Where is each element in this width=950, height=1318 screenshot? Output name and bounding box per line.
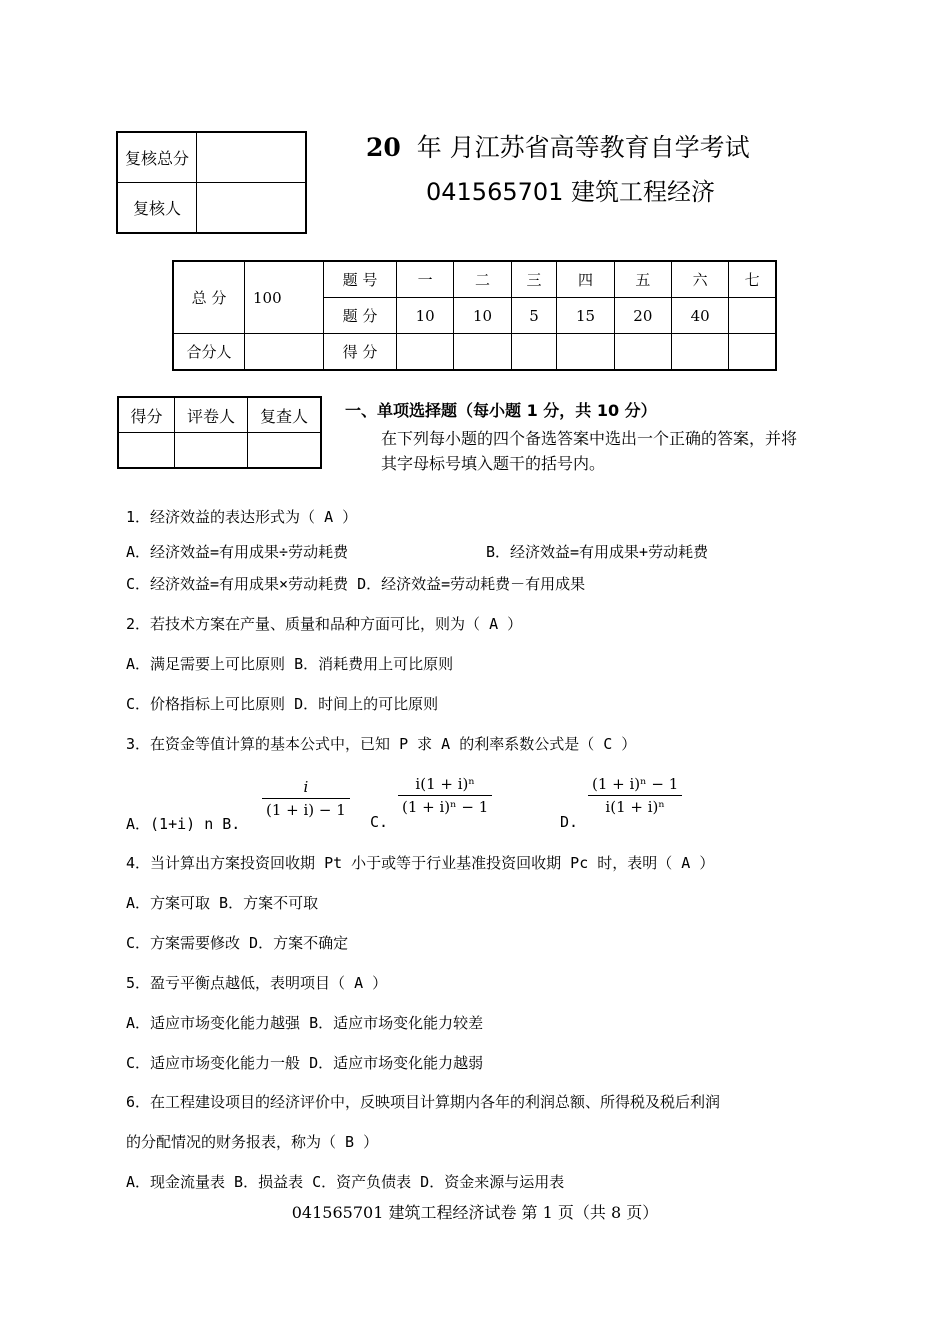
formula-b bbox=[262, 778, 350, 819]
question-4: 4．当计算出方案投资回收期 Pt 小于或等于行业基准投资回收期 Pc 时，表明（ A ） bbox=[126, 854, 715, 872]
qscore-3: 5 bbox=[511, 298, 557, 334]
got-cell bbox=[511, 334, 557, 371]
question-5-options-ab: A．适应市场变化能力越强 B．适应市场变化能力较差 bbox=[126, 1014, 484, 1032]
qscore-1: 10 bbox=[397, 298, 454, 334]
question-1: 1．经济效益的表达形式为（ A ） bbox=[126, 508, 358, 526]
qnum-5: 五 bbox=[614, 261, 671, 298]
qnum-6: 六 bbox=[672, 261, 729, 298]
review-total-label: 复核总分 bbox=[117, 132, 197, 183]
got-cell bbox=[729, 334, 776, 371]
formula-b-denominator: (1 + i) − 1 bbox=[266, 801, 346, 819]
score-table bbox=[172, 260, 777, 371]
question-6-line-1: 6．在工程建设项目的经济评价中，反映项目计算期内各年的利润总额、所得税及税后利润 bbox=[126, 1093, 721, 1111]
question-1-option-b: B．经济效益=有用成果+劳动耗费 bbox=[486, 543, 709, 561]
qnum-3: 三 bbox=[511, 261, 557, 298]
page-footer: 041565701 建筑工程经济试卷 第 1 页（共 8 页） bbox=[291, 1203, 659, 1222]
qnum-2: 二 bbox=[454, 261, 511, 298]
qscore-2: 10 bbox=[454, 298, 511, 334]
combiner-label: 合分人 bbox=[173, 334, 245, 371]
question-1-options-cd: C．经济效益=有用成果×劳动耗费 D．经济效益=劳动耗费－有用成果 bbox=[126, 575, 586, 593]
question-3-option-a: A．(1+i) n B. bbox=[126, 815, 241, 833]
review-box bbox=[116, 131, 307, 234]
got-label: 得 分 bbox=[324, 334, 397, 371]
question-6-options: A．现金流量表 B．损益表 C．资产负债表 D．资金来源与运用表 bbox=[126, 1173, 565, 1191]
grader-cell bbox=[248, 433, 322, 469]
exam-subtitle: 041565701 建筑工程经济 bbox=[426, 178, 716, 206]
question-2-options-cd: C．价格指标上可比原则 D．时间上的可比原则 bbox=[126, 695, 439, 713]
qscore-7 bbox=[729, 298, 776, 334]
got-cell bbox=[614, 334, 671, 371]
exam-year: 20 bbox=[366, 133, 401, 162]
qscore-4: 15 bbox=[557, 298, 614, 334]
qnum-4: 四 bbox=[557, 261, 614, 298]
question-3-option-c: C. bbox=[370, 813, 389, 831]
got-cell bbox=[397, 334, 454, 371]
question-5: 5．盈亏平衡点越低，表明项目（ A ） bbox=[126, 974, 388, 992]
qscore-5: 20 bbox=[614, 298, 671, 334]
formula-d-denominator: i(1 + i)ⁿ bbox=[605, 798, 665, 816]
formula-c-numerator: i(1 + i)ⁿ bbox=[398, 775, 492, 796]
grader-label: 评卷人 bbox=[175, 397, 248, 433]
checker-label: 复查人 bbox=[248, 397, 322, 433]
got-cell bbox=[557, 334, 614, 371]
formula-c bbox=[398, 775, 492, 816]
got-cell bbox=[672, 334, 729, 371]
question-3: 3．在资金等值计算的基本公式中，已知 P 求 A 的利率系数公式是（ C ） bbox=[126, 735, 637, 753]
exam-title bbox=[366, 128, 750, 164]
question-2-options-ab: A．满足需要上可比原则 B．消耗费用上可比原则 bbox=[126, 655, 454, 673]
formula-c-denominator: (1 + i)ⁿ − 1 bbox=[402, 798, 489, 816]
grader-cell bbox=[118, 433, 175, 469]
combiner-cell bbox=[245, 334, 324, 371]
qscore-6: 40 bbox=[672, 298, 729, 334]
qscore-label: 题 分 bbox=[324, 298, 397, 334]
grader-cell bbox=[175, 433, 248, 469]
grader-box bbox=[117, 396, 322, 469]
total-label: 总 分 bbox=[173, 261, 245, 334]
qnum-1: 一 bbox=[397, 261, 454, 298]
review-total-cell bbox=[197, 132, 307, 183]
question-4-options-cd: C．方案需要修改 D．方案不确定 bbox=[126, 934, 349, 952]
question-6-line-2: 的分配情况的财务报表，称为（ B ） bbox=[126, 1133, 379, 1151]
section-note: 在下列每小题的四个备选答案中选出一个正确的答案，并将其字母标号填入题干的括号内。 bbox=[381, 429, 798, 473]
formula-b-numerator: i bbox=[262, 778, 350, 799]
reviewer-label: 复核人 bbox=[117, 183, 197, 234]
reviewer-cell bbox=[197, 183, 307, 234]
question-4-options-ab: A．方案可取 B．方案不可取 bbox=[126, 894, 319, 912]
question-2: 2．若技术方案在产量、质量和品种方面可比，则为（ A ） bbox=[126, 615, 523, 633]
qnum-label: 题 号 bbox=[324, 261, 397, 298]
qnum-7: 七 bbox=[729, 261, 776, 298]
question-5-options-cd: C．适应市场变化能力一般 D．适应市场变化能力越弱 bbox=[126, 1054, 484, 1072]
formula-d bbox=[588, 775, 682, 816]
exam-title-text: 年 月江苏省高等教育自学考试 bbox=[416, 133, 750, 162]
question-3-option-d: D. bbox=[560, 813, 579, 831]
section-heading: 一、单项选择题（每小题 1 分，共 10 分） bbox=[345, 401, 657, 420]
formula-d-numerator: (1 + i)ⁿ − 1 bbox=[588, 775, 682, 796]
got-cell bbox=[454, 334, 511, 371]
question-1-option-a: A．经济效益=有用成果÷劳动耗费 bbox=[126, 543, 349, 561]
grader-score-label: 得分 bbox=[118, 397, 175, 433]
total-value: 100 bbox=[245, 261, 324, 334]
